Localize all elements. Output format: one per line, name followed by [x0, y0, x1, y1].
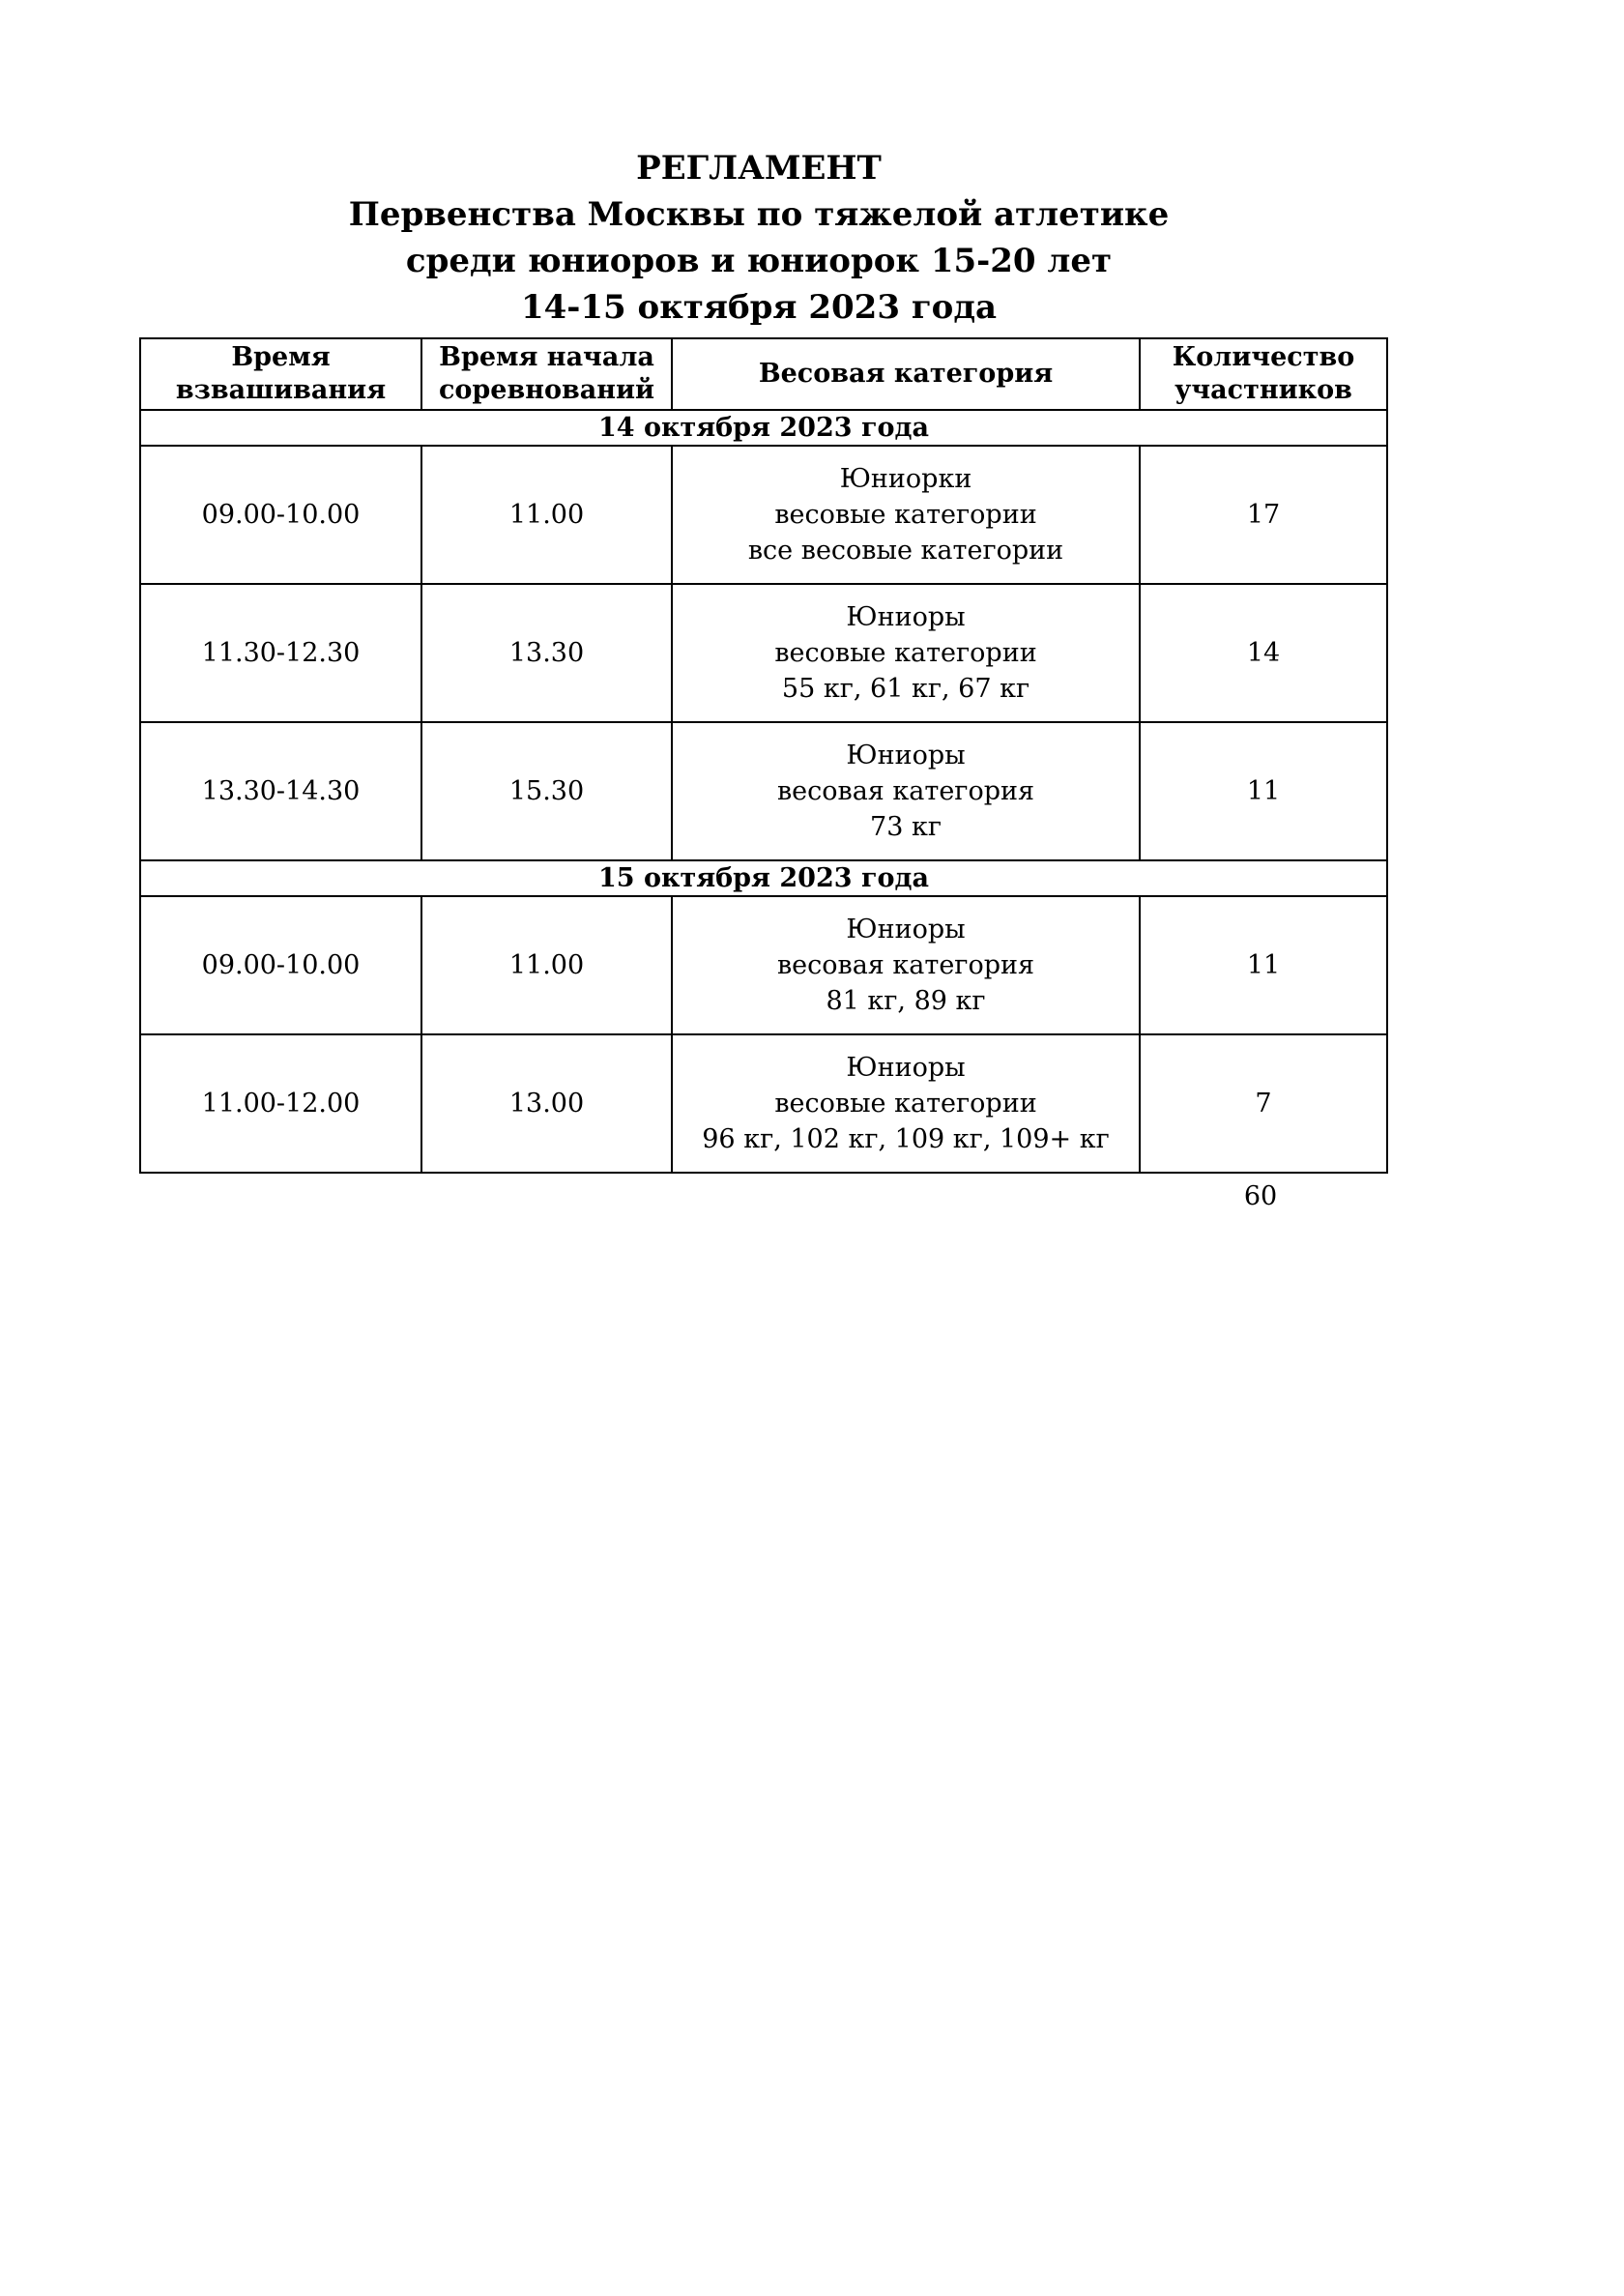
count-cell: 7 [1140, 1034, 1387, 1173]
weigh-in-cell: 13.30-14.30 [140, 722, 421, 860]
category-cell: Юниорки весовые категории все весовые категории [672, 446, 1140, 584]
schedule-table [139, 337, 1388, 1174]
title-line-participants: среди юниоров и юниорок 15-20 лет [405, 242, 1113, 280]
table-row [140, 446, 1387, 584]
table-row [140, 722, 1387, 860]
start-time-cell: 15.30 [421, 722, 672, 860]
table-row [140, 584, 1387, 722]
title-line-dates: 14-15 октября 2023 года [520, 288, 998, 327]
table-row [140, 896, 1387, 1034]
start-time-cell: 11.00 [421, 446, 672, 584]
category-cell: Юниоры весовая категория 81 кг, 89 кг [672, 896, 1140, 1034]
category-cell: Юниоры весовые категории 55 кг, 61 кг, 67 кг [672, 584, 1140, 722]
count-cell: 14 [1140, 584, 1387, 722]
total-participants: 60 [1243, 1181, 1278, 1211]
weigh-in-cell: 11.30-12.30 [140, 584, 421, 722]
start-time-cell: 13.30 [421, 584, 672, 722]
table-row [140, 1034, 1387, 1173]
count-cell: 11 [1140, 722, 1387, 860]
table-header-row [140, 338, 1387, 410]
category-cell: Юниоры весовые категории 96 кг, 102 кг, 109 кг, 109+ кг [672, 1034, 1140, 1173]
header-start-time: Время начала соревнований [421, 338, 672, 410]
weigh-in-cell: 09.00-10.00 [140, 446, 421, 584]
count-cell: 11 [1140, 896, 1387, 1034]
date-label: 15 октября 2023 года [140, 860, 1387, 896]
document-title [0, 145, 1518, 331]
start-time-cell: 13.00 [421, 1034, 672, 1173]
date-row-day1 [140, 410, 1387, 446]
date-row-day2 [140, 860, 1387, 896]
header-weigh-in: Время взвашивания [140, 338, 421, 410]
title-line-championship: Первенства Москвы по тяжелой атлетике [348, 195, 1170, 234]
date-label: 14 октября 2023 года [140, 410, 1387, 446]
header-participant-count: Количество участников [1140, 338, 1387, 410]
start-time-cell: 11.00 [421, 896, 672, 1034]
weigh-in-cell: 11.00-12.00 [140, 1034, 421, 1173]
title-line-reglament: РЕГЛАМЕНТ [636, 149, 882, 188]
header-weight-category: Весовая категория [672, 338, 1140, 410]
count-cell: 17 [1140, 446, 1387, 584]
category-cell: Юниоры весовая категория 73 кг [672, 722, 1140, 860]
weigh-in-cell: 09.00-10.00 [140, 896, 421, 1034]
